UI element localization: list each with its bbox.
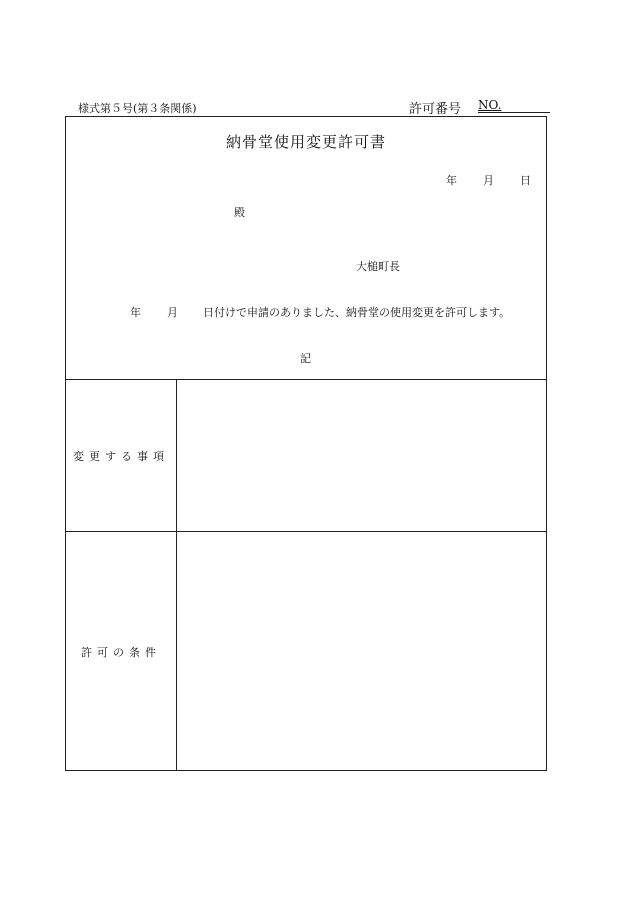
permit-number-label: 許可番号 xyxy=(409,102,462,117)
permit-conditions-field[interactable] xyxy=(177,532,546,770)
permit-number-field[interactable]: NO. xyxy=(478,98,502,112)
permit-number-underline xyxy=(478,112,550,113)
document-title: 納骨堂使用変更許可書 xyxy=(225,133,386,151)
date-month-label: 月 xyxy=(483,174,494,187)
permit-conditions-label: 許可の条件 xyxy=(81,646,161,659)
date-year-label: 年 xyxy=(446,174,457,187)
form-number: 様式第５号(第３条関係) xyxy=(78,102,197,115)
statement-month-label: 月 xyxy=(167,306,178,319)
permission-statement: 日付けで申請のありました、納骨堂の使用変更を許可します。 xyxy=(203,306,511,319)
change-items-label: 変更する事項 xyxy=(73,450,169,463)
ki-heading: 記 xyxy=(300,352,311,365)
permit-form-frame xyxy=(65,116,547,771)
date-day-label: 日 xyxy=(520,174,531,187)
statement-year-label: 年 xyxy=(130,306,141,319)
change-items-field[interactable] xyxy=(177,380,546,531)
addressee-suffix: 殿 xyxy=(234,206,245,219)
issuer-name: 大槌町長 xyxy=(356,260,400,273)
